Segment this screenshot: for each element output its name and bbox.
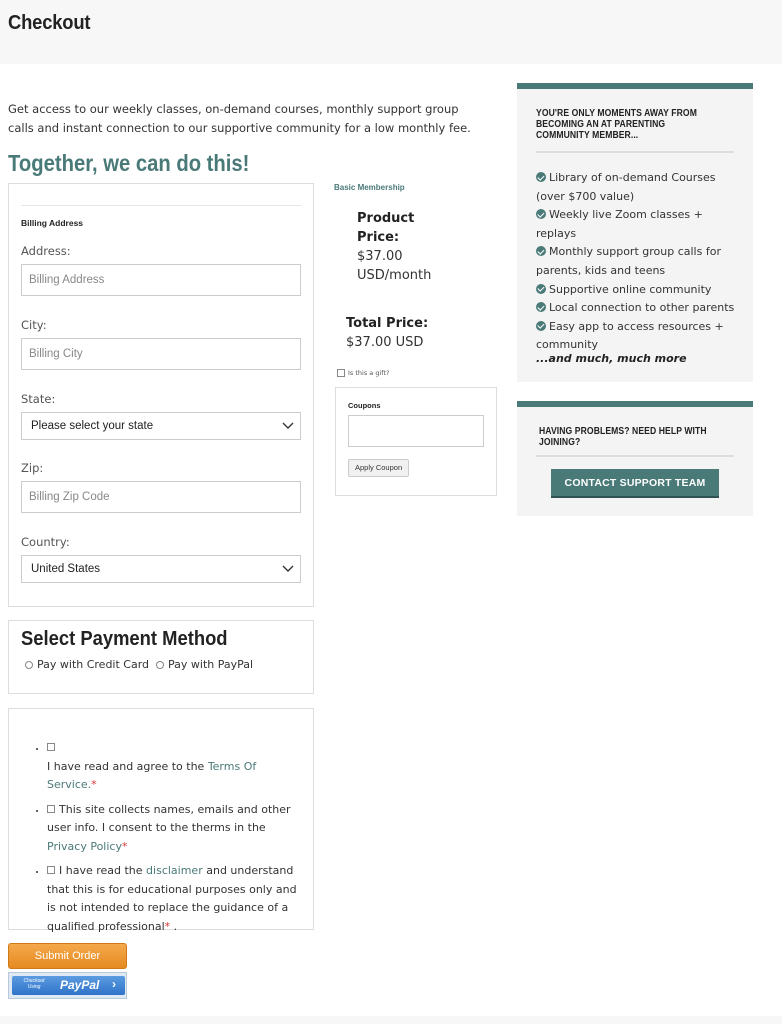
divider xyxy=(536,151,734,153)
page-title: Checkout xyxy=(8,12,91,34)
credit-card-label: Pay with Credit Card xyxy=(37,658,150,671)
required-mark: * xyxy=(121,839,128,853)
list-item: • I have read the disclaimer and understand that this is for educational purposes only and is not intended to replace the guidance of a qualified professional* . xyxy=(47,862,299,936)
check-circle-icon xyxy=(536,246,546,256)
membership-label: Basic Membership xyxy=(334,183,405,192)
product-price-value: $37.00 USD/month xyxy=(357,249,432,283)
chevron-down-icon xyxy=(282,421,294,431)
membership-info-title: YOU'RE ONLY MOMENTS AWAY FROM BECOMING AN AT PARENTING COMMUNITY MEMBER... xyxy=(536,108,697,141)
paypal-radio[interactable] xyxy=(156,661,164,669)
coupons-title: Coupons xyxy=(348,401,381,410)
headline: Together, we can do this! xyxy=(8,150,250,176)
divider xyxy=(21,205,301,206)
agreements-list xyxy=(47,739,299,942)
check-circle-icon xyxy=(536,302,546,312)
list-item: • This site collects names, emails and other user info. I consent to the therms in the Privacy Policy* xyxy=(47,801,299,857)
coupon-input[interactable] xyxy=(348,415,484,447)
disclaimer-link[interactable]: disclaimer xyxy=(146,864,203,877)
divider xyxy=(536,455,734,457)
billing-panel xyxy=(8,183,314,607)
zip-input[interactable] xyxy=(21,481,301,513)
gift-option[interactable] xyxy=(337,369,389,377)
paypal-checkout-button[interactable] xyxy=(8,972,127,999)
benefits-list xyxy=(536,169,741,355)
payment-method-panel xyxy=(8,620,314,694)
billing-section-title: Billing Address xyxy=(21,218,84,228)
country-select[interactable] xyxy=(21,555,301,583)
pay-credit-card-option[interactable] xyxy=(25,658,149,671)
required-mark: * xyxy=(164,919,171,933)
city-label: City: xyxy=(21,318,47,332)
list-item: Monthly support group calls for parents, kids and teens xyxy=(536,245,721,277)
product-price-label: Product Price: xyxy=(357,211,415,245)
credit-card-radio[interactable] xyxy=(25,661,33,669)
required-mark: * xyxy=(91,778,97,791)
paypal-checkout-using-text: Checkout Using xyxy=(23,978,45,990)
state-select[interactable] xyxy=(21,412,301,440)
intro-text: Get access to our weekly classes, on-demand courses, monthly support group calls and instant connection to our supportive community for a low monthly fee. xyxy=(8,102,471,135)
paypal-button-face xyxy=(12,976,125,995)
zip-label: Zip: xyxy=(21,461,44,475)
page-footer xyxy=(0,1016,782,1024)
list-item: Weekly live Zoom classes + replays xyxy=(536,208,703,240)
agreements-panel xyxy=(8,708,314,933)
disclaimer-checkbox[interactable] xyxy=(47,866,55,874)
gift-checkbox[interactable] xyxy=(337,369,345,377)
city-input[interactable] xyxy=(21,338,301,370)
country-label: Country: xyxy=(21,535,70,549)
apply-coupon-button[interactable]: Apply Coupon xyxy=(348,459,409,477)
total-price-label: Total Price: xyxy=(346,316,429,331)
chevron-right-icon: › xyxy=(112,977,116,991)
address-input[interactable] xyxy=(21,264,301,296)
contact-support-button[interactable]: CONTACT SUPPORT TEAM xyxy=(551,469,719,498)
paypal-label: Pay with PayPal xyxy=(168,658,254,671)
state-select-value: Please select your state xyxy=(31,420,154,432)
page-header xyxy=(0,0,782,64)
paypal-logo: PayPal xyxy=(60,978,100,992)
payment-method-title: Select Payment Method xyxy=(21,628,228,650)
country-select-value: United States xyxy=(31,563,101,575)
submit-order-button[interactable]: Submit Order xyxy=(8,943,127,969)
list-item: • I have read and agree to the Terms Of Service.* xyxy=(47,739,299,795)
help-title: HAVING PROBLEMS? NEED HELP WITH JOINING? xyxy=(539,426,707,448)
privacy-policy-link[interactable]: Privacy Policy xyxy=(47,839,122,853)
list-item: Library of on-demand Courses (over $700 value) xyxy=(536,171,716,203)
tos-checkbox[interactable] xyxy=(47,743,55,751)
state-label: State: xyxy=(21,392,56,406)
gift-label: Is this a gift? xyxy=(348,369,390,377)
coupons-panel xyxy=(335,387,497,496)
pay-paypal-option[interactable] xyxy=(156,658,253,671)
list-item: Local connection to other parents xyxy=(536,299,741,318)
check-circle-icon xyxy=(536,321,546,331)
chevron-down-icon xyxy=(282,564,294,574)
terms-of-service-link[interactable]: Terms Of Service. xyxy=(47,759,257,791)
list-item: Supportive online community xyxy=(536,281,741,300)
check-circle-icon xyxy=(536,172,546,182)
more-text: ...and much, much more xyxy=(536,352,687,365)
total-price-value: $37.00 USD xyxy=(346,335,424,350)
help-box xyxy=(517,401,753,516)
membership-info-box xyxy=(517,83,753,382)
check-circle-icon xyxy=(536,284,546,294)
list-item: Easy app to access resources + community xyxy=(536,319,724,352)
address-label: Address: xyxy=(21,244,71,258)
check-circle-icon xyxy=(536,209,546,219)
privacy-checkbox[interactable] xyxy=(47,805,55,813)
